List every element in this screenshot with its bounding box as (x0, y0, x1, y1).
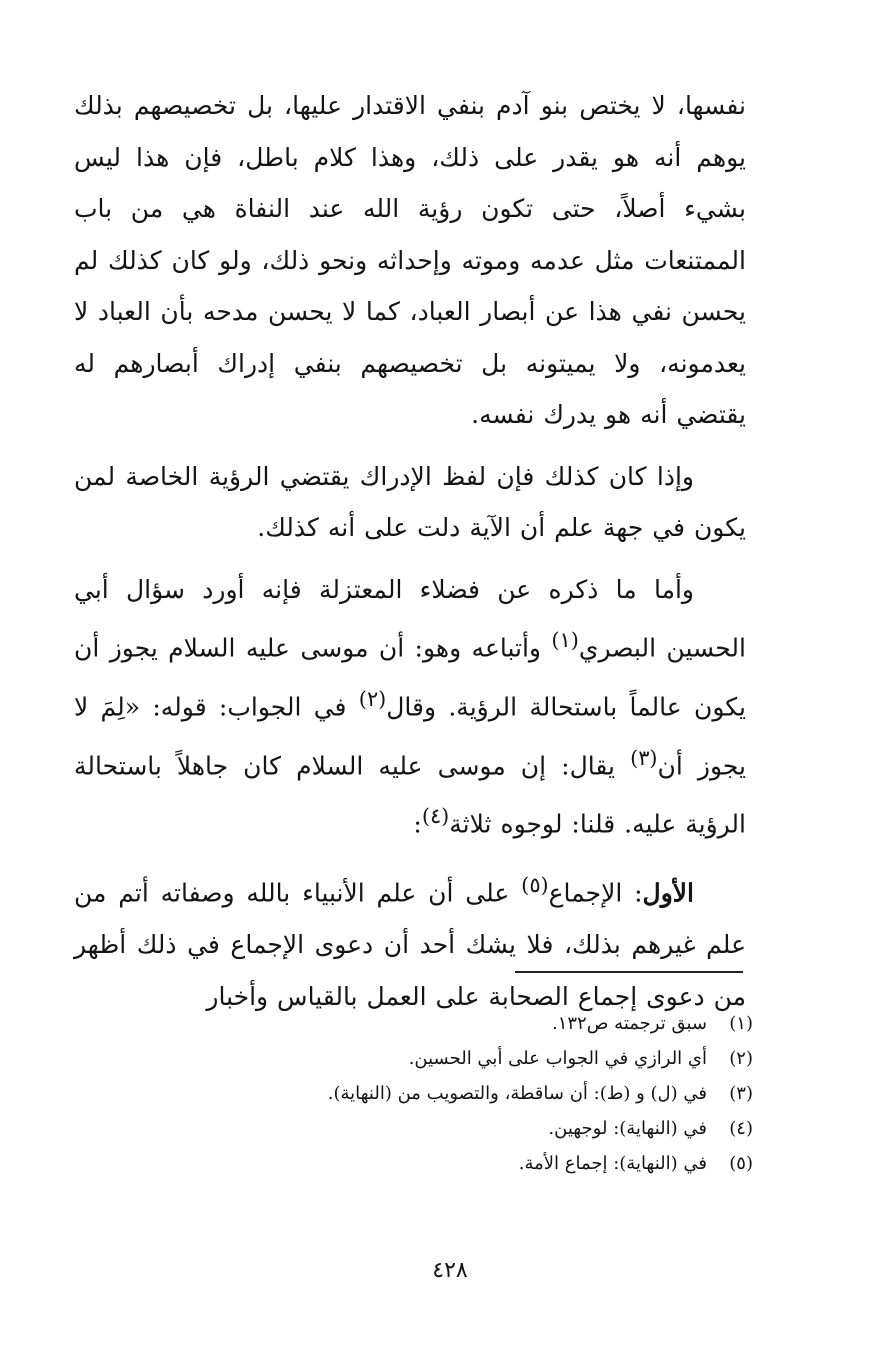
footnote-item (200, 1146, 753, 1181)
footnote-text: في (النهاية): إجماع الأمة. (518, 1153, 707, 1174)
paragraph-3-text: : (413, 809, 422, 839)
footnote-number: (٢) (729, 1048, 753, 1069)
footnote-ref-1: (١) (551, 628, 579, 652)
lead-word: الأول (642, 878, 694, 908)
paragraph-3 (74, 564, 746, 851)
paragraph-3-text: وأتباعه وهو: أن موسى عليه السلام يجوز أن يكون عالماً باستحالة الرؤية. وقال (74, 633, 746, 722)
footnotes (200, 1006, 753, 1181)
footnote-text: سبق ترجمته ص١٣٢. (551, 1013, 707, 1034)
paragraph-1-text: نفسها، لا يختص بنو آدم بنفي الاقتدار عليها، بل تخصيصهم بذلك يوهم أنه هو يقدر على ذلك، وهذا كلام باطل، فإن هذا ليس بشيء أصلاً، حتى تكون رؤية الله عند النفاة هي من باب الممتنعات مثل عدمه وموته وإحداثه ونحو ذلك، ولو كان كذلك لم يحسن نفي هذا عن أبصار العباد، كما لا يحسن مدحه بأن العباد لا يعدمونه، ولا يميتونه بل تخصيصهم بنفي إدراك أبصارهم له يقتضي أنه هو يدرك نفسه. (74, 91, 746, 429)
footnote-number: (٤) (729, 1118, 753, 1139)
footnote-item (200, 1111, 753, 1146)
footnote-text: أي الرازي في الجواب على أبي الحسين. (408, 1048, 707, 1069)
paragraph-3-text: يقال: إن موسى عليه السلام كان جاهلاً باستحالة الرؤية عليه. قلنا: لوجوه ثلاثة (74, 750, 746, 839)
footnote-number: (٣) (729, 1083, 753, 1104)
footnote-ref-4: (٤) (421, 804, 450, 829)
footnote-text: في (ل) و (ط): أن ساقطة، والتصويب من (النهاية). (327, 1083, 707, 1104)
main-text (74, 80, 746, 1022)
page-number: ٤٢٨ (432, 1258, 468, 1283)
footnote-ref-3: (٣) (630, 745, 658, 770)
footnote-number: (١) (729, 1013, 753, 1034)
footnote-text: في (النهاية): لوجهين. (548, 1118, 707, 1139)
footnote-item (200, 1041, 753, 1076)
footnote-item (200, 1006, 753, 1041)
paragraph-3-text: وأما ما ذكره عن فضلاء المعتزلة فإنه أورد سؤال أبي الحسين البصري (74, 574, 746, 663)
footnote-ref-2: (٢) (358, 686, 387, 711)
paragraph-2-text: وإذا كان كذلك فإن لفظ الإدراك يقتضي الرؤية الخاصة لمن يكون في جهة علم أن الآية دلت على أنه كذلك. (74, 461, 746, 542)
footnote-ref-5: (٥) (521, 873, 549, 898)
paragraph-4-text: : الإجماع (548, 878, 643, 908)
paragraph-4 (74, 860, 746, 1022)
paragraph-2 (74, 451, 746, 554)
footnote-separator (515, 971, 743, 973)
footnote-item (200, 1076, 753, 1111)
paragraph-1 (74, 80, 746, 441)
paragraph-4-text: على أن علم الأنبياء بالله وصفاته أتم من علم غيرهم بذلك، فلا يشك أحد أن دعوى الإجماع في ذلك أظهر من دعوى إجماع الصحابة على العمل بالقياس وأخبار (74, 878, 746, 1011)
paragraph-3-text: في الجواب: قوله: «لِمَ لا يجوز أن (74, 692, 746, 780)
footnote-number: (٥) (729, 1153, 753, 1174)
